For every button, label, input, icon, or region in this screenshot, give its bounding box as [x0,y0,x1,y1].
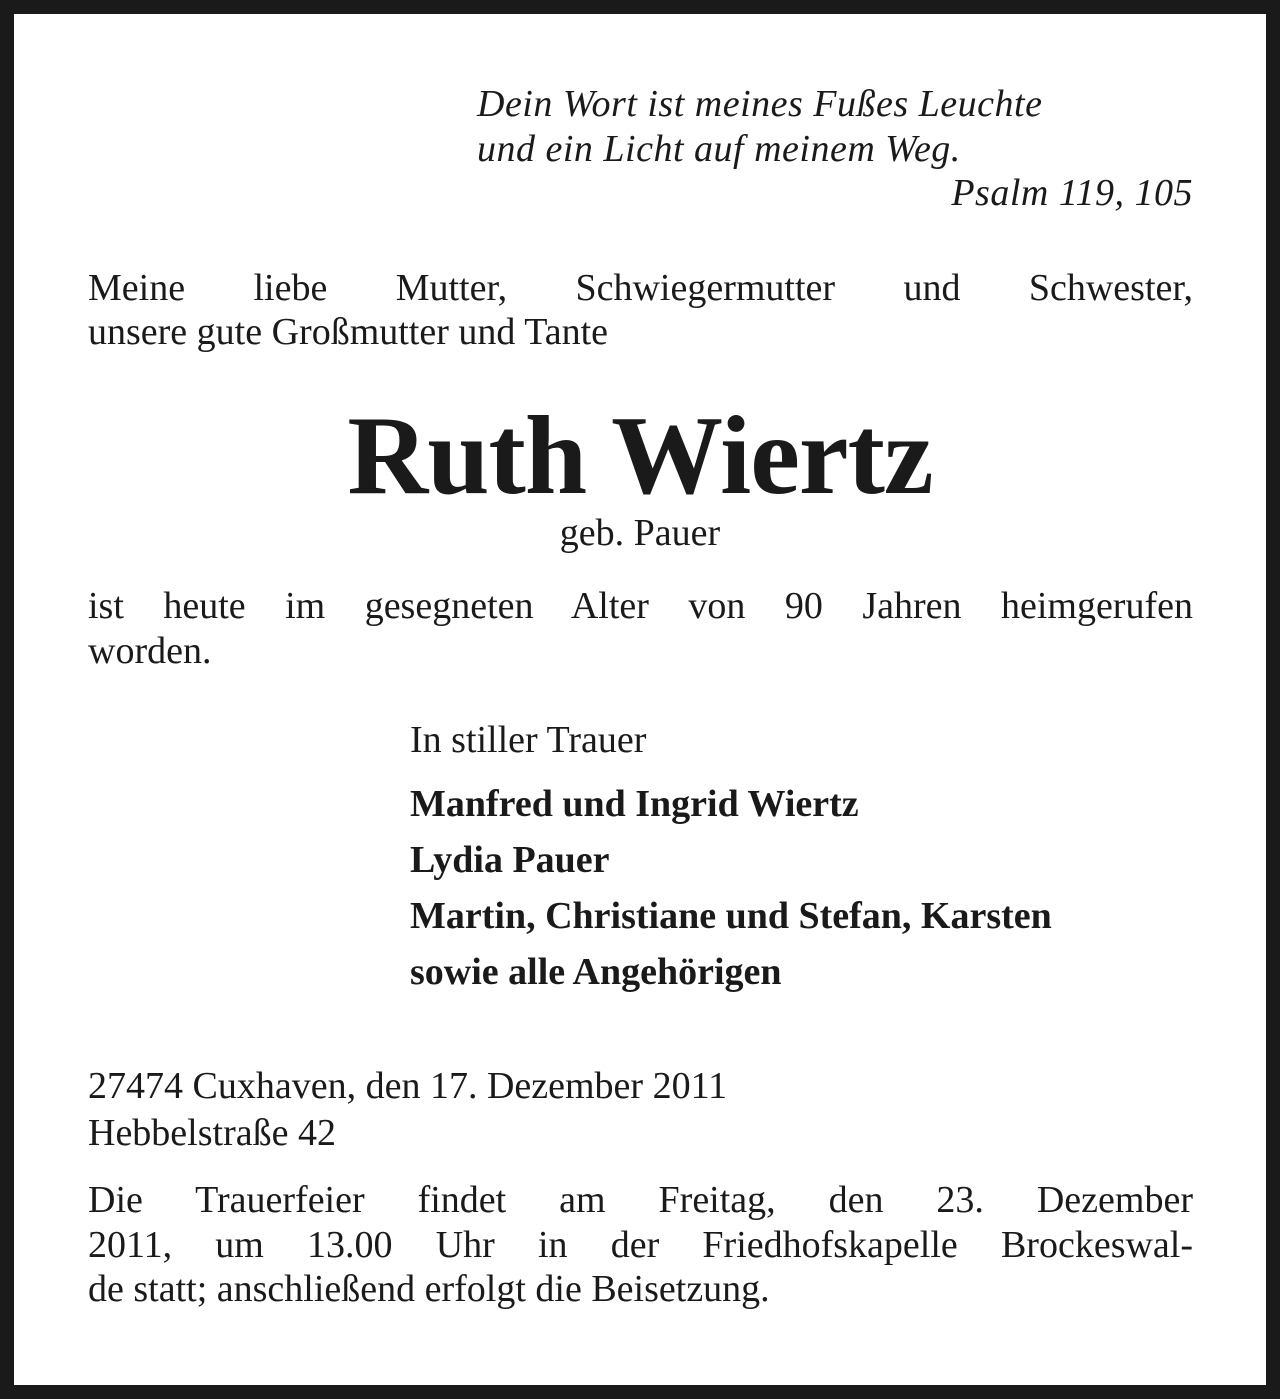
funeral-line-3: de statt; anschließend erfolgt die Beisetzung. [88,1268,770,1310]
mourner-name: sowie alle Angehörigen [410,951,782,993]
mourner-name: Martin, Christiane und Stefan, Karsten [410,895,1052,937]
statement-line-2: worden. [88,630,212,672]
statement-line-1: ist heute im gesegneten Alter von 90 Jahren heimgerufen [88,585,1193,627]
street-address: Hebbelstraße 42 [88,1112,336,1154]
deceased-name: Ruth Wiertz [347,394,933,518]
birth-name: geb. Pauer [559,512,721,554]
intro-line-1: Meine liebe Mutter, Schwiegermutter und Schwester, [88,267,1193,309]
mourning-heading: In stiller Trauer [410,719,647,761]
verse-line-2: und ein Licht auf meinem Weg. [477,128,961,170]
place-date: 27474 Cuxhaven, den 17. Dezember 2011 [88,1065,728,1107]
intro-line-2: unsere gute Großmutter und Tante [88,311,609,353]
verse-line-1: Dein Wort ist meines Fußes Leuchte [477,83,1043,125]
funeral-line-2: 2011, um 13.00 Uhr in der Friedhofskapelle Brockeswal- [88,1224,1193,1266]
verse-reference: Psalm 119, 105 [951,172,1193,214]
mourner-name: Manfred und Ingrid Wiertz [410,783,859,825]
funeral-line-1: Die Trauerfeier findet am Freitag, den 23. Dezember [88,1179,1193,1221]
mourner-name: Lydia Pauer [410,839,610,881]
